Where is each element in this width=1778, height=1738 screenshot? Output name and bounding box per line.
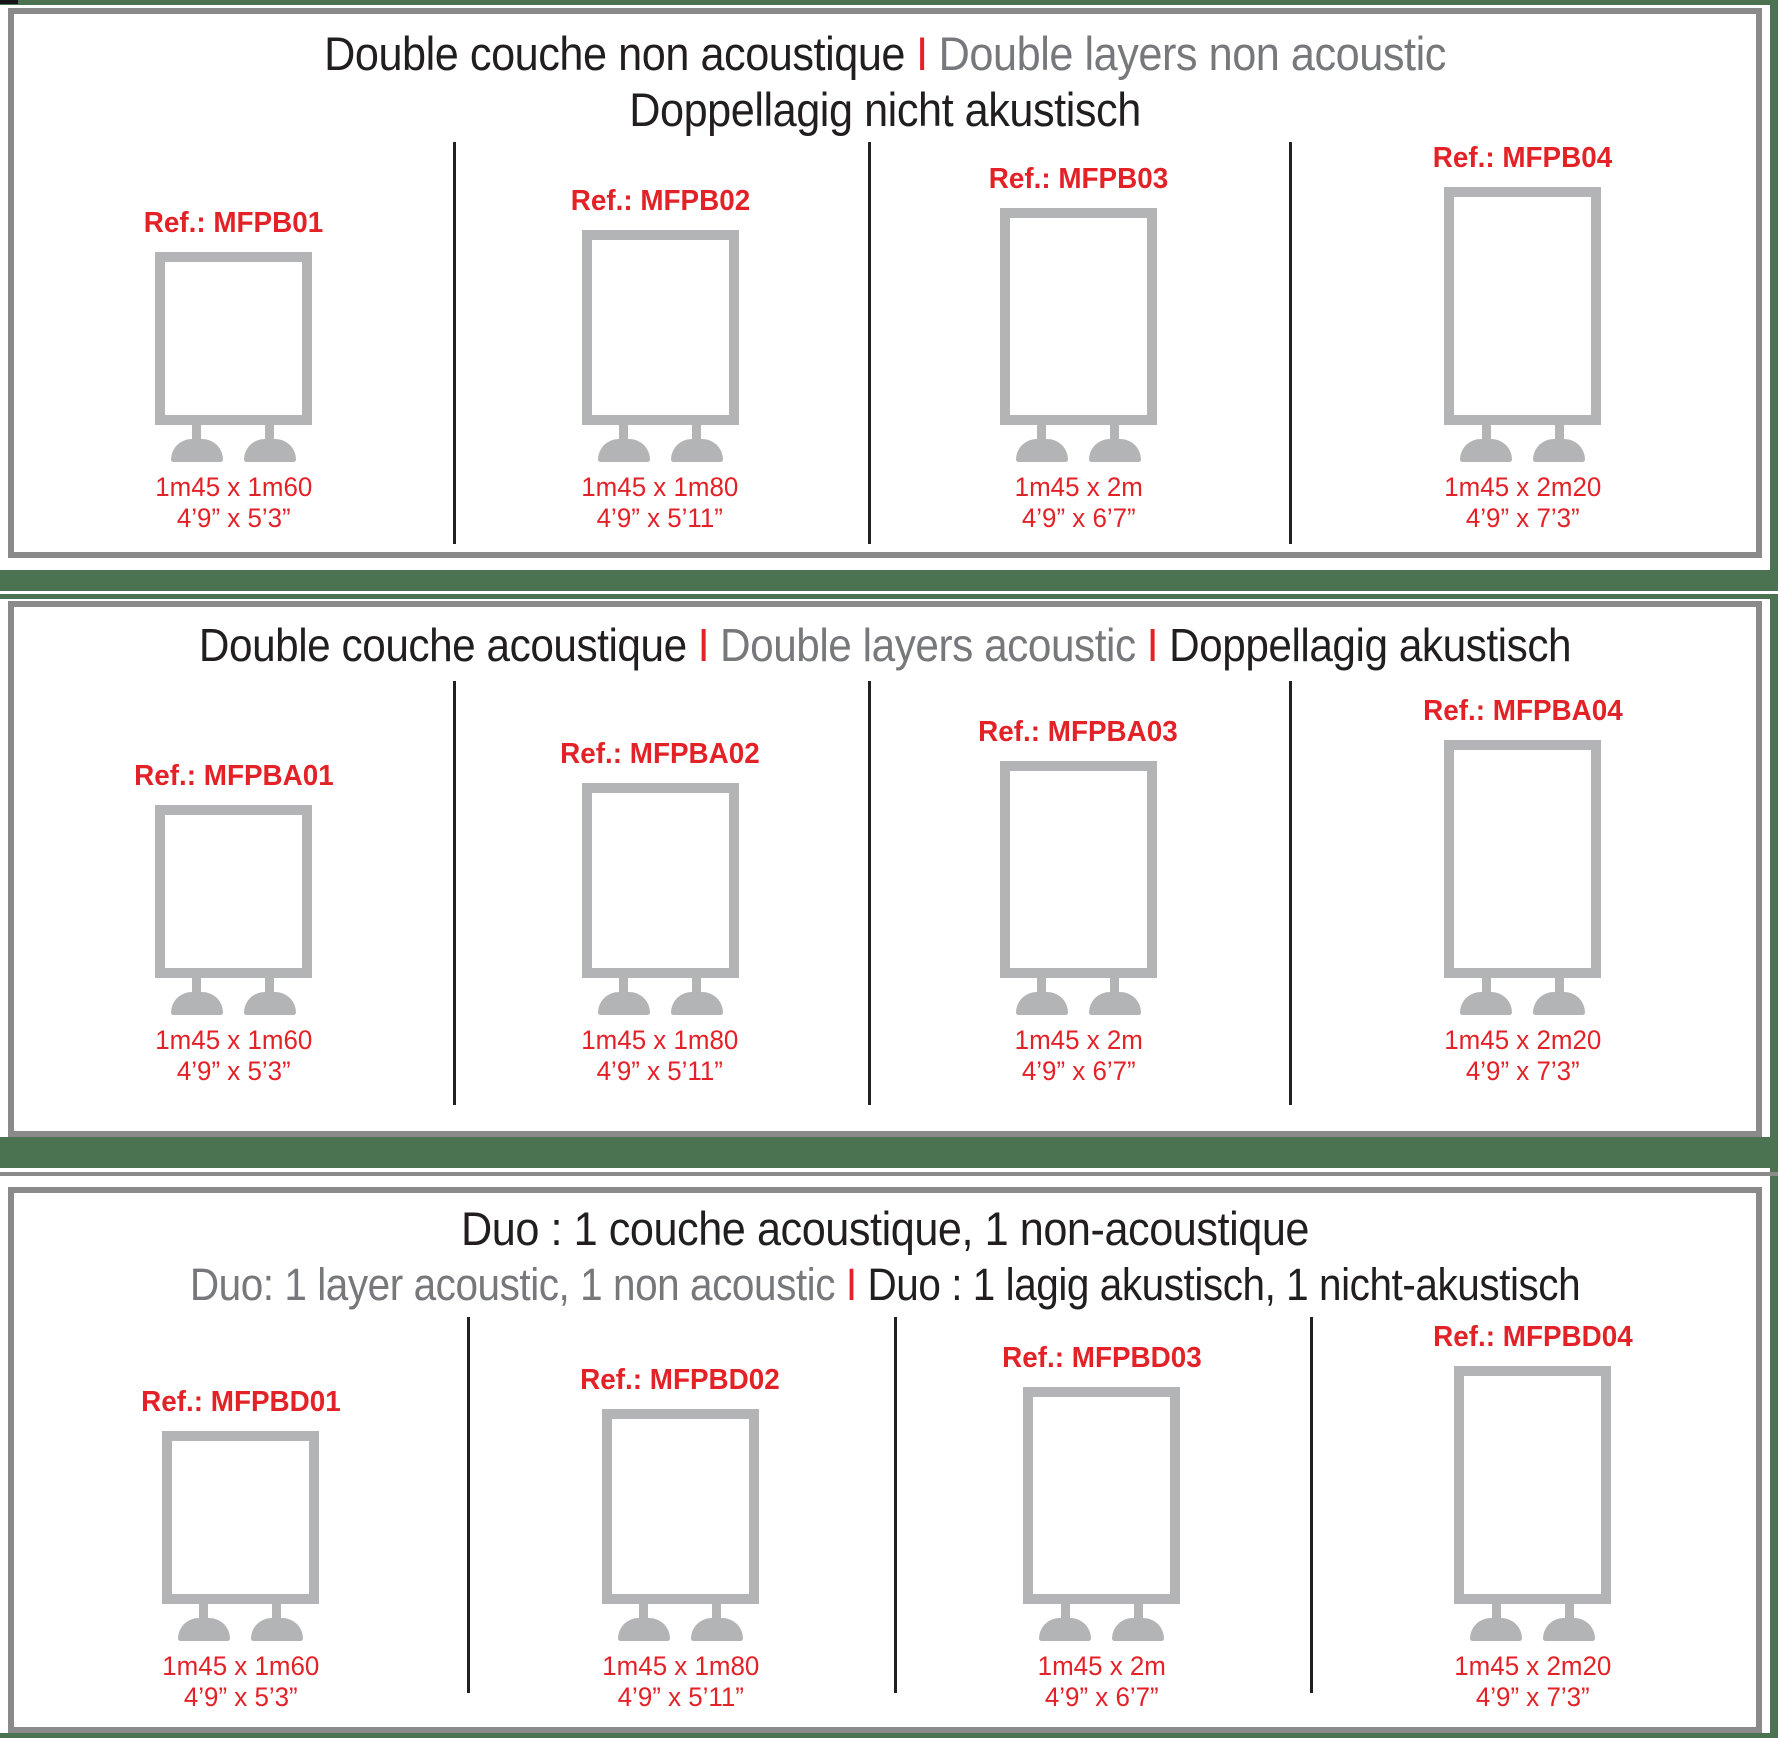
section-separator-band-1 [0,570,1778,599]
product-cell [868,138,1290,534]
panel-foot-right [1089,425,1141,462]
product-ref: Ref.: MFPB01 [143,206,324,239]
panel-feet [582,425,739,462]
foot-base [1460,439,1512,462]
section-separator-band-2 [0,1137,1778,1168]
product-dimensions [155,1025,312,1087]
dim-imperial: 4’9” x 5’3” [176,1055,291,1086]
bottom-green-strip [0,1733,1778,1738]
section-title [14,14,1756,138]
dim-imperial: 4’9” x 7’3” [1465,502,1580,533]
product-ref: Ref.: MFPB04 [1432,141,1613,174]
product-ref: Ref.: MFPBA04 [1422,694,1623,727]
panel-foot-left [1460,978,1512,1015]
title-de: Duo : 1 lagig akustisch, 1 nicht-akustisch [867,1259,1581,1310]
foot-stem [192,425,201,439]
title-fr: Double couche non acoustique [324,27,906,80]
panel-diagram [1454,1366,1611,1604]
title-separator: I [916,27,928,80]
dim-metric: 1m45 x 1m60 [154,471,313,502]
foot-base [1016,439,1068,462]
title-fr: Duo : 1 couche acoustique, 1 non-acoustique [460,1202,1310,1255]
panel-diagram [1444,187,1601,425]
panel-foot-right [671,425,723,462]
foot-stem [272,1604,281,1618]
product-dimensions [1038,1651,1166,1713]
foot-base [1016,992,1068,1015]
panel-feet [1444,978,1601,1015]
foot-stem [692,425,701,439]
section-title-line-2 [84,82,1687,138]
foot-base [1460,992,1512,1015]
product-dimensions [602,1651,759,1713]
panel-foot-right [244,978,296,1015]
product-dimensions [1014,1025,1142,1087]
foot-base [1533,439,1585,462]
foot-stem [619,425,628,439]
title-en: Double layers non acoustic [938,27,1446,80]
dim-imperial: 4’9” x 5’11” [617,1681,744,1712]
dim-imperial: 4’9” x 6’7” [1021,502,1136,533]
foot-base [1112,1618,1164,1641]
panel-foot-right [1533,978,1585,1015]
foot-stem [1555,978,1564,992]
product-cell [14,1313,467,1713]
right-green-strip [1770,0,1778,1738]
product-cell [894,1313,1310,1713]
dim-metric: 1m45 x 1m80 [581,1024,739,1055]
product-ref: Ref.: MFPBA01 [133,759,334,792]
panel-foot-left [1039,1604,1091,1641]
foot-base [671,992,723,1015]
product-row [14,138,1756,552]
product-ref: Ref.: MFPB02 [570,184,750,217]
product-ref: Ref.: MFPBD02 [580,1363,781,1396]
foot-stem [1565,1604,1574,1618]
panel-foot-left [598,978,650,1015]
foot-stem [1037,978,1046,992]
panel-diagram [155,252,312,425]
foot-stem [639,1604,648,1618]
panel-foot-left [1016,425,1068,462]
product-dimensions [1454,1651,1611,1713]
dim-metric: 1m45 x 2m20 [1444,471,1602,502]
panel-foot-left [171,425,223,462]
panel-feet [1454,1604,1611,1641]
title-en: Double layers acoustic [720,619,1136,671]
title-de: Doppellagig nicht akustisch [629,83,1141,136]
dim-imperial: 4’9” x 5’3” [183,1681,298,1712]
foot-stem [1037,425,1046,439]
panel-foot-left [1470,1604,1522,1641]
foot-base [171,439,223,462]
separator-hairline [0,1172,1778,1176]
panel-foot-right [671,978,723,1015]
panel-feet [155,978,312,1015]
foot-base [178,1618,230,1641]
product-cell [467,1313,894,1713]
section-duo [8,1187,1762,1733]
panel-feet [1444,425,1601,462]
foot-base [598,992,650,1015]
product-cell [1310,1313,1756,1713]
foot-base [1039,1618,1091,1641]
foot-base [598,439,650,462]
panel-diagram [1023,1387,1180,1604]
foot-stem [1134,1604,1143,1618]
panel-feet [602,1604,759,1641]
panel-foot-left [618,1604,670,1641]
dim-metric: 1m45 x 1m60 [154,1024,313,1055]
foot-stem [692,978,701,992]
product-dimensions [582,472,739,534]
top-green-strip [0,0,1778,5]
title-separator: I [697,619,709,671]
dim-imperial: 4’9” x 5’11” [597,502,724,533]
dim-imperial: 4’9” x 6’7” [1044,1681,1159,1712]
panel-diagram [582,230,739,425]
dim-metric: 1m45 x 2m [1037,1650,1166,1681]
panel-foot-right [691,1604,743,1641]
dim-imperial: 4’9” x 5’11” [597,1055,724,1086]
panel-diagram [162,1431,319,1604]
section-title-line-1 [84,617,1687,673]
product-ref: Ref.: MFPBA03 [978,715,1179,748]
product-cell [1289,673,1756,1087]
product-dimensions [582,1025,739,1087]
dim-metric: 1m45 x 1m80 [601,1650,759,1681]
section-title-line-1 [84,26,1687,82]
dim-metric: 1m45 x 2m20 [1454,1650,1612,1681]
product-dimensions [1444,1025,1601,1087]
dim-imperial: 4’9” x 5’3” [176,502,291,533]
panel-foot-right [1533,425,1585,462]
product-dimensions [1444,472,1601,534]
panel-foot-left [598,425,650,462]
dim-imperial: 4’9” x 7’3” [1476,1681,1590,1712]
panel-feet [1000,425,1157,462]
foot-stem [712,1604,721,1618]
section-double-layers-acoustic [8,601,1762,1137]
foot-base [244,439,296,462]
product-ref: Ref.: MFPB03 [988,162,1169,195]
foot-base [691,1618,743,1641]
product-row [14,1313,1756,1727]
product-cell [1289,138,1756,534]
title-en: Duo: 1 layer acoustic, 1 non acoustic [189,1259,836,1310]
foot-base [171,992,223,1015]
dim-metric: 1m45 x 2m [1014,1024,1143,1055]
panel-diagram [1444,740,1601,978]
product-ref: Ref.: MFPBA02 [560,737,761,770]
section-title-line-2 [101,1257,1669,1313]
dim-imperial: 4’9” x 6’7” [1021,1055,1136,1086]
dim-metric: 1m45 x 2m [1014,471,1143,502]
foot-stem [192,978,201,992]
foot-stem [619,978,628,992]
panel-foot-right [251,1604,303,1641]
top-left-black-cap [0,0,18,4]
foot-base [671,439,723,462]
foot-stem [1482,425,1491,439]
panel-diagram [582,783,739,978]
panel-foot-left [171,978,223,1015]
section-title-line-1 [84,1201,1687,1257]
panel-feet [155,425,312,462]
product-row [14,673,1756,1131]
title-separator: I [845,1259,857,1310]
panel-foot-left [1016,978,1068,1015]
foot-base [1470,1618,1522,1641]
product-ref: Ref.: MFPBD04 [1433,1320,1633,1353]
foot-stem [1110,425,1119,439]
panel-foot-right [1112,1604,1164,1641]
foot-base [244,992,296,1015]
foot-stem [1492,1604,1501,1618]
product-dimensions [1014,472,1142,534]
foot-stem [1555,425,1564,439]
panel-foot-right [1089,978,1141,1015]
section-title [14,607,1756,673]
product-ref: Ref.: MFPBD01 [140,1385,341,1418]
dim-metric: 1m45 x 1m80 [581,471,739,502]
foot-stem [1110,978,1119,992]
product-dimensions [162,1651,319,1713]
panel-foot-left [178,1604,230,1641]
product-cell [868,673,1290,1087]
panel-foot-right [244,425,296,462]
product-cell [453,673,868,1087]
panel-feet [1000,978,1157,1015]
panel-feet [582,978,739,1015]
foot-stem [265,978,274,992]
title-de: Doppellagig akustisch [1169,619,1572,671]
title-fr: Double couche acoustique [198,619,687,671]
title-separator: I [1146,619,1159,671]
panel-feet [1023,1604,1180,1641]
dim-imperial: 4’9” x 7’3” [1465,1055,1580,1086]
product-cell [14,673,453,1087]
foot-base [1543,1618,1595,1641]
foot-base [1089,992,1141,1015]
dim-metric: 1m45 x 1m60 [161,1650,319,1681]
foot-stem [1482,978,1491,992]
panel-diagram [1000,761,1157,978]
foot-stem [1061,1604,1070,1618]
section-double-layers-non-acoustic [8,8,1762,558]
section-title [14,1193,1756,1313]
product-cell [453,138,868,534]
panel-diagram [155,805,312,978]
product-cell [14,138,453,534]
panel-foot-left [1460,425,1512,462]
panel-foot-right [1543,1604,1595,1641]
foot-base [618,1618,670,1641]
product-ref: Ref.: MFPBD03 [1002,1341,1202,1374]
foot-base [251,1618,303,1641]
foot-stem [265,425,274,439]
foot-base [1533,992,1585,1015]
foot-base [1089,439,1141,462]
panel-feet [162,1604,319,1641]
foot-stem [199,1604,208,1618]
dim-metric: 1m45 x 2m20 [1444,1024,1602,1055]
product-dimensions [155,472,312,534]
panel-diagram [1000,208,1157,425]
panel-diagram [602,1409,759,1604]
